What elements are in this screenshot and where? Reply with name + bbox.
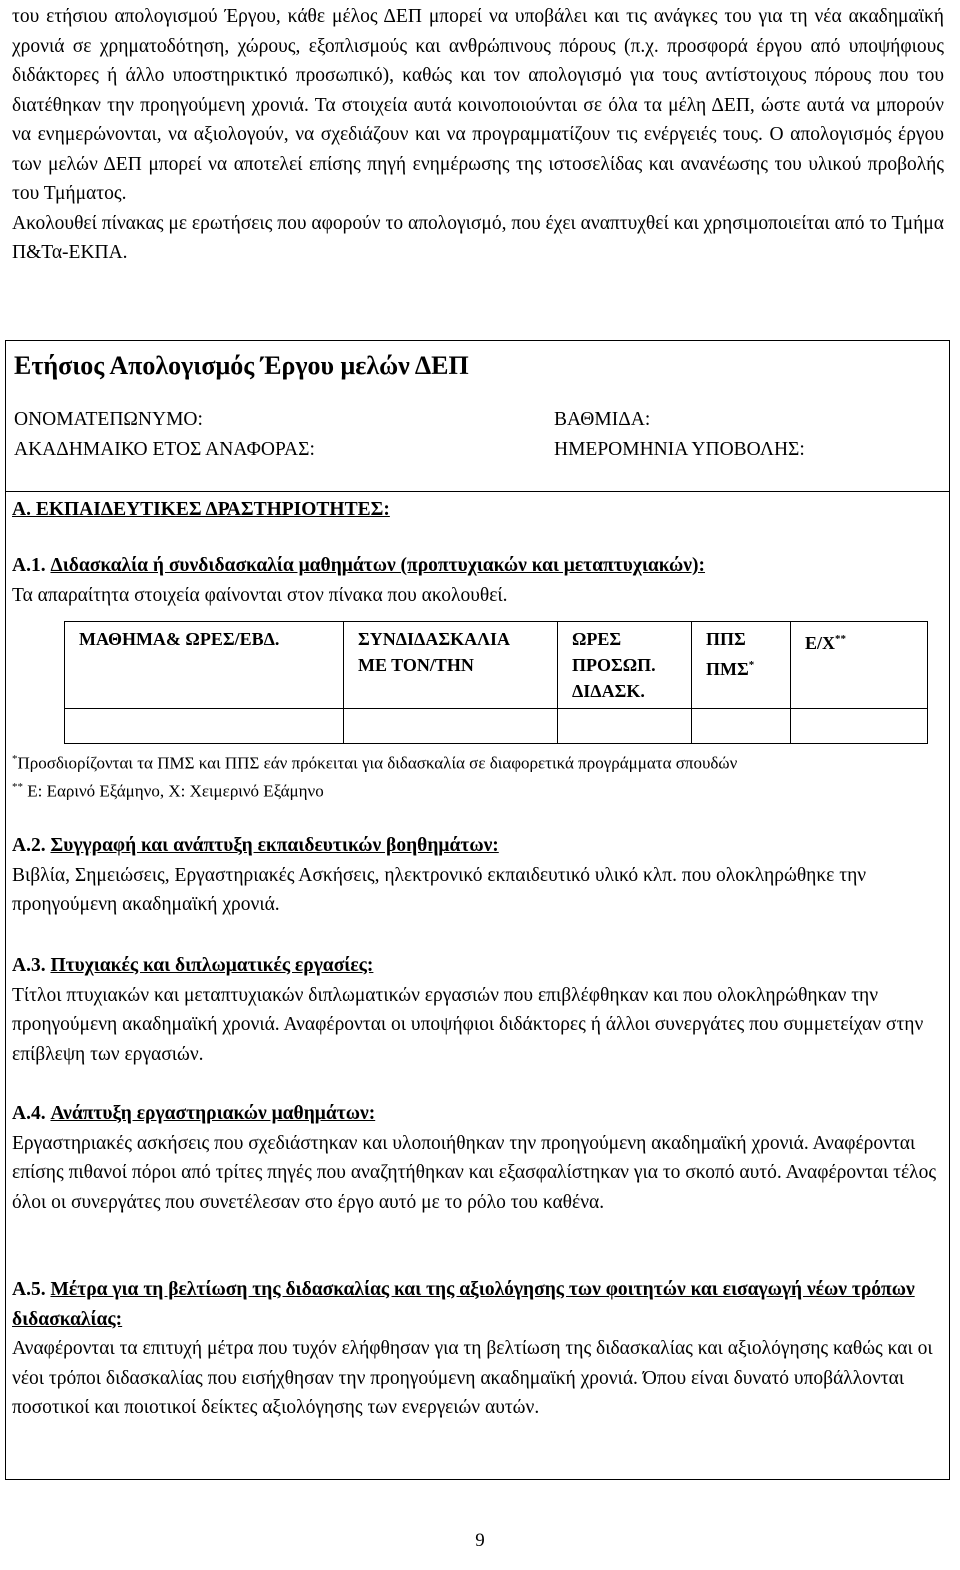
divider	[6, 491, 949, 492]
intro-paragraph-2: Ακολουθεί πίνακας με ερωτήσεις που αφορούν το απολογισμό, που έχει αναπτυχθεί και χρησιμοποιείται από το Τμήμα Π&Τα-ΕΚΠΑ.	[12, 212, 944, 263]
section-a3	[12, 951, 940, 1069]
date-field-label: ΗΜΕΡΟΜΗΝΙΑ ΥΠΟΒΟΛΗΣ:	[554, 439, 805, 460]
table-cell[interactable]	[791, 709, 928, 744]
table-header-cell: ΩΡΕΣ ΠΡΟΣΩΠ. ΔΙΔΑΣΚ.	[558, 622, 692, 709]
a1-heading: Διδασκαλία ή συνδιδασκαλία μαθημάτων (προπτυχιακών και μεταπτυχιακών):	[50, 555, 706, 576]
table-header-cell: ΜΑΘΗΜΑ& ΩΡΕΣ/ΕΒΔ.	[65, 622, 344, 709]
table-row	[65, 709, 928, 744]
table-header-cell: ΠΠΣ ΠΜΣ*	[692, 622, 791, 709]
a4-heading: Ανάπτυξη εργαστηριακών μαθημάτων:	[50, 1103, 376, 1124]
year-field-label: ΑΚΑΔΗΜΑΙΚΟ ΕΤΟΣ ΑΝΑΦΟΡΑΣ:	[14, 439, 315, 460]
table-cell[interactable]	[692, 709, 791, 744]
footnote-2: ** Ε: Εαρινό Εξάμηνο, Χ: Χειμερινό Εξάμηνο	[12, 781, 324, 801]
a1-number: Α.1.	[12, 555, 46, 576]
a3-text: Τίτλοι πτυχιακών και μεταπτυχιακών διπλωματικών εργασιών που επιβλέφθηκαν και που ολοκληρώθηκαν την προηγούμενη ακαδημαϊκή χρονιά. Αναφέρονται οι υποψήφιοι διδάκτορες ή άλλοι συνεργάτες που συμμετείχαν στην επίβλεψη των εργασιών.	[12, 984, 924, 1065]
a4-number: Α.4.	[12, 1103, 46, 1124]
a2-number: Α.2.	[12, 835, 46, 856]
a2-text: Βιβλία, Σημειώσεις, Εργαστηριακές Ασκήσεις, ηλεκτρονικό εκπαιδευτικό υλικό κλπ. που ολοκληρώθηκε την προηγούμενη ακαδημαϊκή χρονιά.	[12, 864, 867, 915]
rank-field-label: ΒΑΘΜΙΔΑ:	[554, 409, 651, 430]
a3-heading: Πτυχιακές και διπλωματικές εργασίες:	[50, 955, 374, 976]
a4-text: Εργαστηριακές ασκήσεις που σχεδιάστηκαν και υλοποιήθηκαν την προηγούμενη ακαδημαϊκή χρονιά. Αναφέρονται επίσης πιθανοί πόροι από τρίτες πηγές που αναζητήθηκαν και εξασφαλίστηκαν για το σκοπό αυτό. Αναφέρονται τέλος όλοι οι συνεργάτες που συνετέλεσαν στο έργο αυτό με το ρόλο του καθένα.	[12, 1132, 937, 1213]
courses-table	[64, 621, 928, 744]
intro-paragraph: του ετήσιου απολογισμού Έργου, κάθε μέλος ΔΕΠ μπορεί να υποβάλει και τις ανάγκες του για τη νέα ακαδημαϊκή χρονιά σε χρηματοδότηση, χώρους, εξοπλισμούς και ανθρώπινους πόρους (π.χ. προσφορά έργου από υποψήφιους διδάκτορες ή άλλο υποστηρικτικό προσωπικό), καθώς και τον απολογισμό για τους αντίστοιχους πόρους που του διατέθηκαν την προηγούμενη χρονιά. Τα στοιχεία αυτά κοινοποιούνται σε όλα τα μέλη ΔΕΠ, ώστε αυτά να μπορούν να ενημερώνονται, να αξιολογούν, να σχεδιάζουν και να προγραμματίζουν τις ενέργειές τους. Ο απολογισμός έργου των μελών ΔΕΠ μπορεί να αποτελεί επίσης πηγή ενημέρωσης της ιστοσελίδας και ανανέωσης του υλικού προβολής του Τμήματος.	[12, 6, 944, 204]
table-cell[interactable]	[558, 709, 692, 744]
a2-heading: Συγγραφή και ανάπτυξη εκπαιδευτικών βοηθημάτων:	[50, 835, 499, 856]
form-title: Ετήσιος Απολογισμός Έργου μελών ΔΕΠ	[14, 351, 469, 380]
table-header-cell: ΣΥΝΔΙΔΑΣΚΑΛΙΑ ΜΕ ΤΟΝ/ΤΗΝ	[344, 622, 558, 709]
table-cell[interactable]	[65, 709, 344, 744]
a5-text: Αναφέρονται τα επιτυχή μέτρα που τυχόν ελήφθησαν για τη βελτίωση της διδασκαλίας και αξιολόγησης καθώς και οι νέοι τρόποι διδασκαλίας που εισήχθησαν την προηγούμενη ακαδημαϊκή χρονιά. Όπου είναι δυνατό υποβάλλονται ποσοτικοί και ποιοτικοί δείκτες αξιολόγησης των ενεργειών αυτών.	[12, 1338, 933, 1418]
footnote-1: *Προσδιορίζονται τα ΠΜΣ και ΠΠΣ εάν πρόκειται για διδασκαλία σε διαφορετικά προγράμματα σπουδών	[12, 753, 738, 773]
section-a-heading: Α. ΕΚΠΑΙΔΕΥΤΙΚΕΣ ΔΡΑΣΤΗΡΙΟΤΗΤΕΣ:	[12, 499, 390, 520]
a3-number: Α.3.	[12, 955, 46, 976]
report-form	[5, 340, 950, 1480]
section-a1	[12, 551, 940, 610]
a5-heading: Μέτρα για τη βελτίωση της διδασκαλίας και της αξιολόγησης των φοιτητών και εισαγωγή νέων τρόπων διδασκαλίας:	[12, 1279, 915, 1330]
section-a2	[12, 831, 940, 920]
page-number: 9	[475, 1530, 485, 1551]
a5-number: Α.5.	[12, 1279, 46, 1300]
a1-text: Τα απαραίτητα στοιχεία φαίνονται στον πίνακα που ακολουθεί.	[12, 584, 508, 606]
table-header-cell: Ε/Χ**	[791, 622, 928, 709]
intro-text	[12, 2, 944, 268]
section-a4	[12, 1099, 940, 1217]
name-field-label: ΟΝΟΜΑΤΕΠΩΝΥΜΟ:	[14, 409, 203, 430]
table-header-row	[65, 622, 928, 709]
section-a5	[12, 1275, 940, 1423]
table-cell[interactable]	[344, 709, 558, 744]
